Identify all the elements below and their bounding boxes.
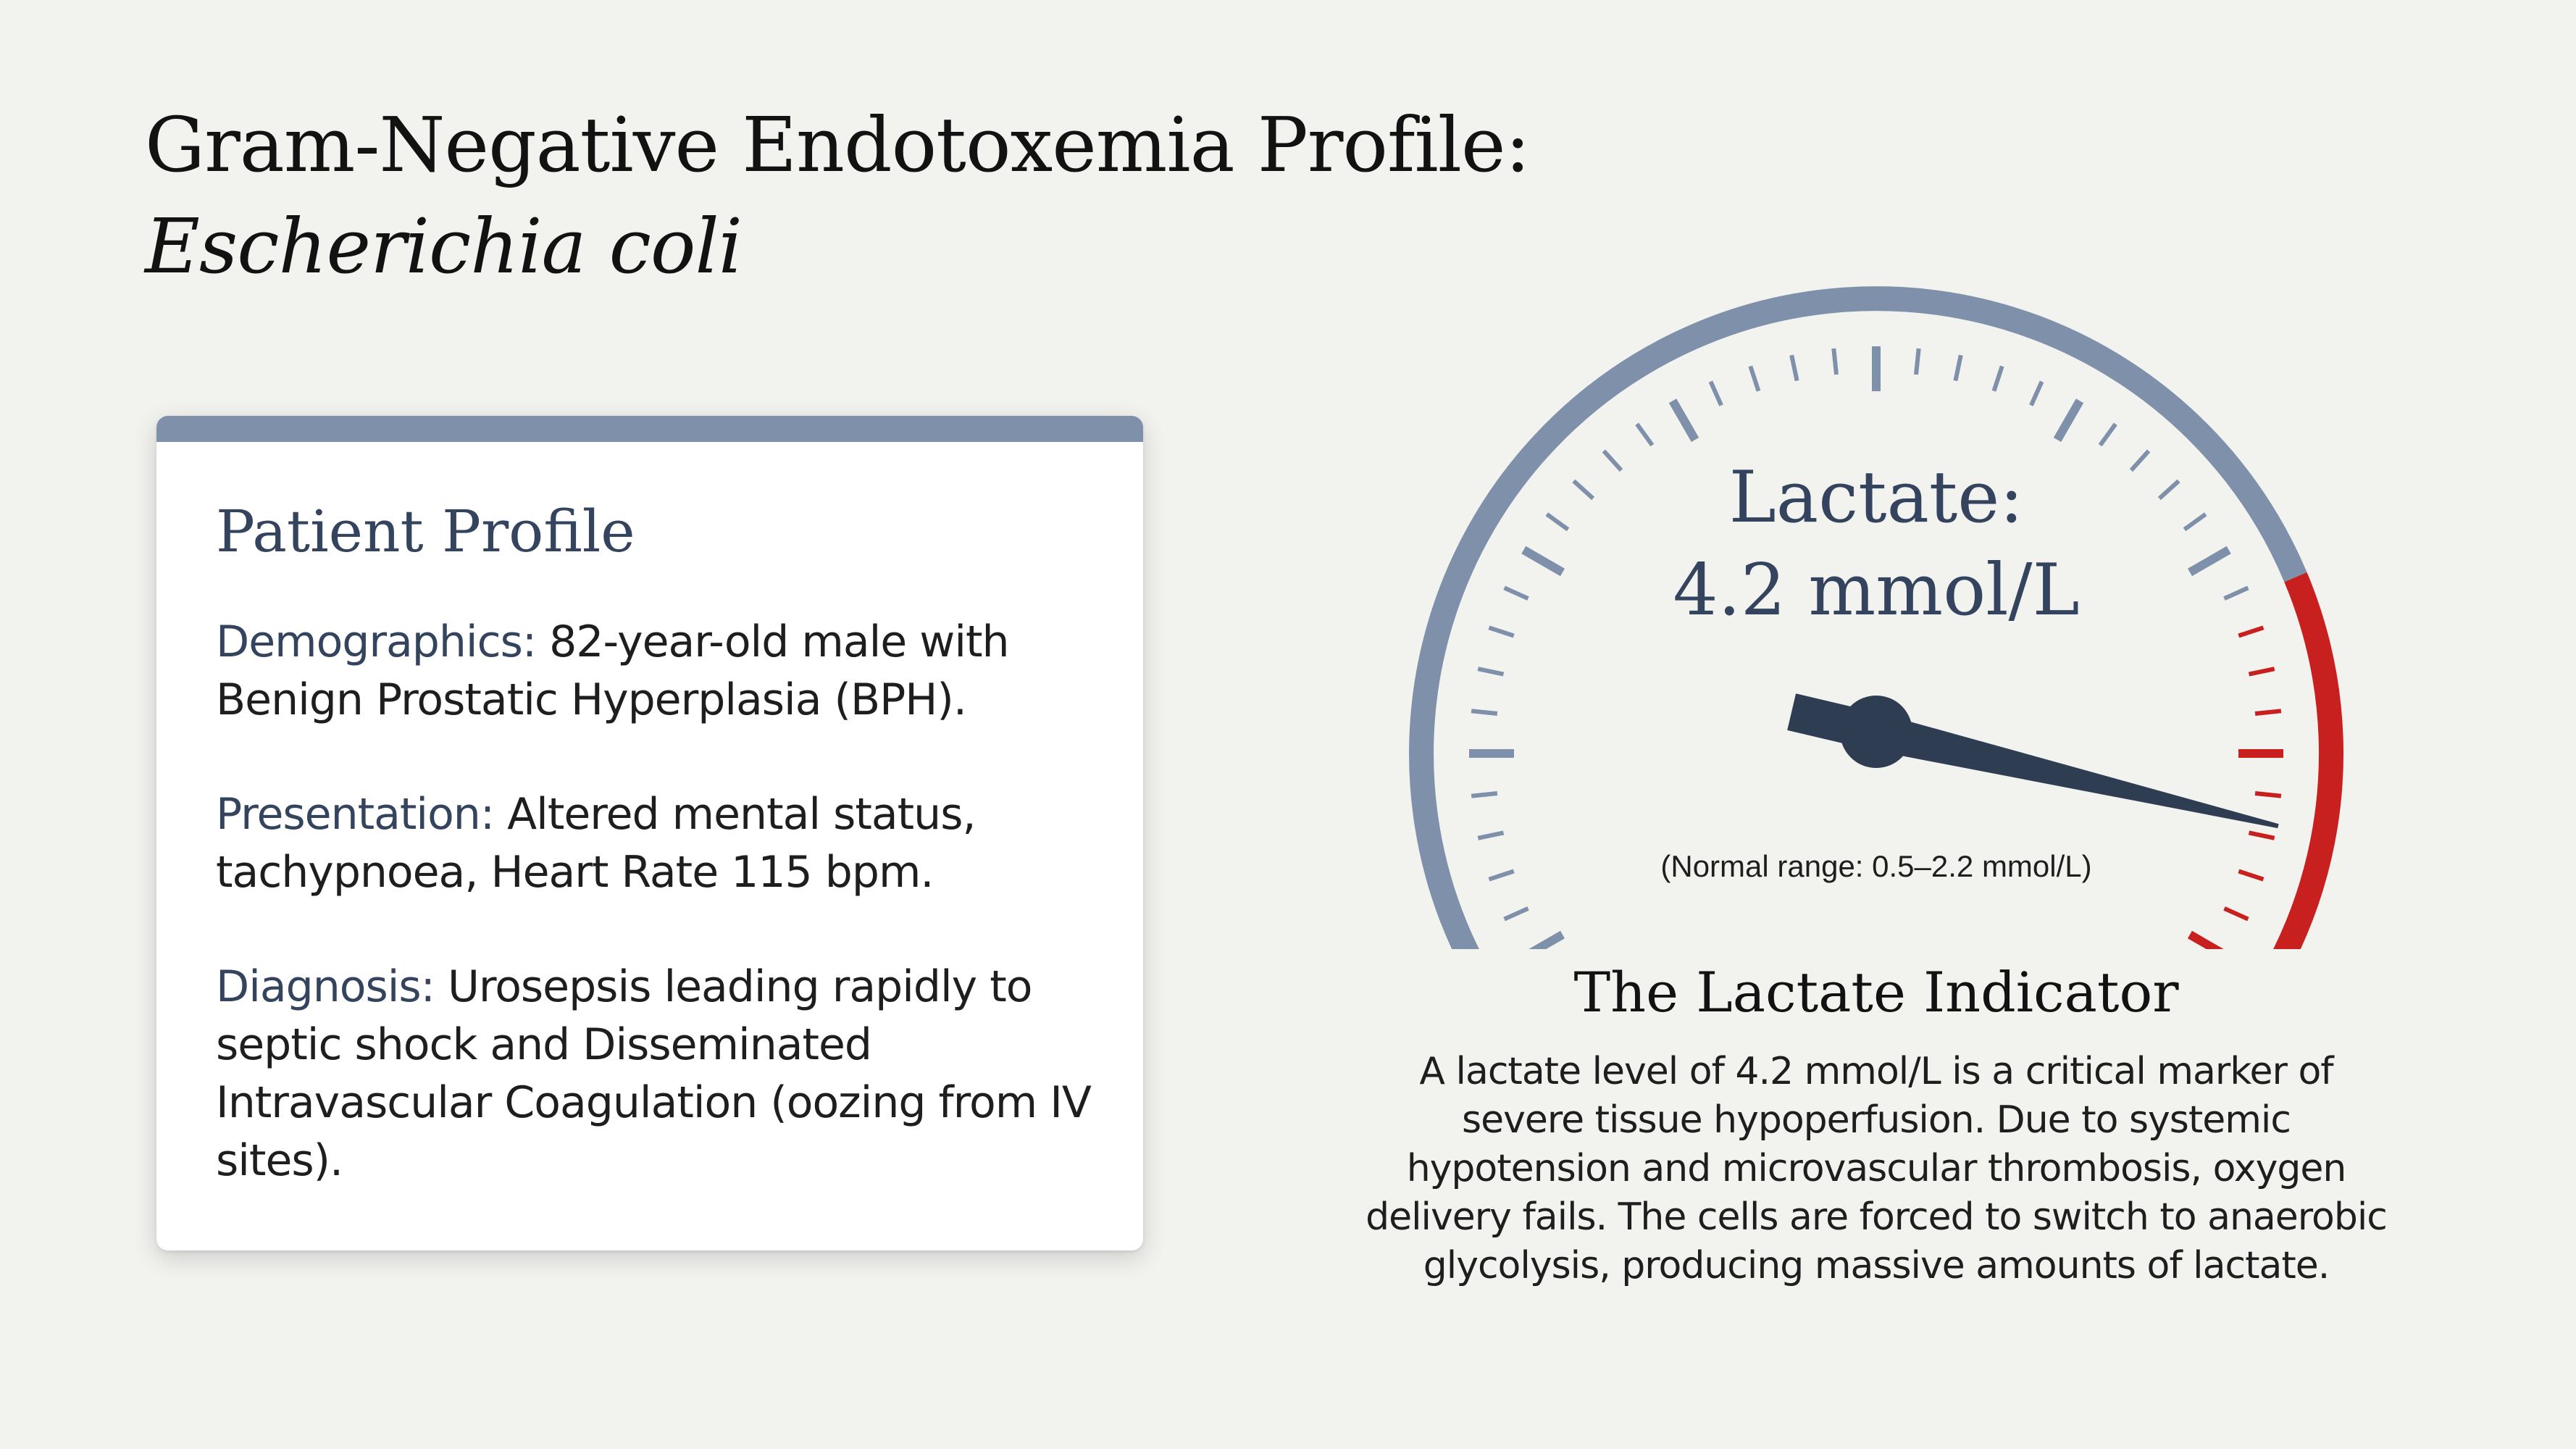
gauge-minor-tick: [1478, 669, 1503, 674]
gauge-major-tick: [1523, 550, 1563, 572]
card-accent-bar: [156, 416, 1143, 442]
demographics-paragraph: [216, 613, 1107, 729]
gauge-minor-tick: [2238, 627, 2263, 635]
gauge-minor-tick: [1505, 909, 1529, 919]
gauge-minor-tick: [1573, 481, 1593, 498]
gauge-major-tick: [2190, 550, 2229, 572]
gauge-minor-tick: [2031, 382, 2042, 406]
gauge-minor-tick: [2255, 711, 2281, 714]
page-title-organism: Escherichia coli: [145, 202, 742, 291]
gauge-minor-tick: [1489, 872, 1514, 880]
gauge-minor-tick: [2159, 481, 2179, 498]
gauge-minor-tick: [2225, 588, 2249, 598]
gauge-minor-tick: [2255, 793, 2281, 796]
gauge-arc-critical: [2270, 577, 2331, 949]
patient-profile-card: [156, 416, 1143, 1250]
gauge-minor-tick: [1547, 514, 1568, 530]
gauge-minor-tick: [1833, 348, 1836, 375]
gauge-minor-tick: [2185, 514, 2206, 530]
lactate-indicator-description: A lactate level of 4.2 mmol/L is a critical marker of severe tissue hypoperfusion. Due to systemic hypotension and microvascular thrombosis, oxygen delivery fails. The cells are forced to switch to anaerobic glycolysis, producing massive amounts of lactate.: [1366, 1050, 2387, 1287]
gauge-label-title: Lactate:: [1728, 456, 2024, 539]
gauge-needle-hub: [1840, 696, 1912, 768]
gauge-label-value: 4.2 mmol/L: [1673, 549, 2080, 632]
patient-profile-body: [216, 613, 1107, 1246]
gauge-minor-tick: [1955, 355, 1960, 380]
patient-profile-heading: Patient Profile: [216, 498, 635, 565]
gauge-major-tick: [1523, 935, 1563, 949]
presentation-paragraph: [216, 785, 1107, 901]
gauge-major-tick: [2057, 401, 2080, 440]
lactate-gauge: [1362, 181, 2391, 949]
gauge-normal-range: (Normal range: 0.5–2.2 mmol/L): [1660, 849, 2092, 883]
diagnosis-paragraph: [216, 958, 1107, 1190]
gauge-minor-tick: [2249, 832, 2275, 838]
gauge-minor-tick: [2131, 451, 2149, 470]
gauge-major-tick: [1673, 401, 1695, 440]
presentation-text: Altered mental status, tachypnoea, Heart Rate 115 bpm.: [216, 789, 976, 898]
gauge-minor-tick: [1604, 451, 1621, 470]
gauge-minor-tick: [1710, 382, 1721, 406]
gauge-minor-tick: [1916, 348, 1919, 375]
gauge-minor-tick: [1471, 711, 1497, 714]
demographics-text: 82-year-old male with Benign Prostatic Hyperplasia (BPH).: [216, 617, 1009, 725]
page-title: [145, 94, 1530, 297]
gauge-minor-tick: [2238, 872, 2263, 880]
page-title-line-1: Gram-Negative Endotoxemia Profile:: [145, 101, 1530, 189]
diagnosis-label: Diagnosis:: [216, 961, 435, 1012]
gauge-minor-tick: [1471, 793, 1497, 796]
lactate-indicator-title: The Lactate Indicator: [1573, 960, 2179, 1024]
gauge-minor-tick: [1994, 367, 2002, 391]
gauge-minor-tick: [1478, 832, 1503, 838]
gauge-minor-tick: [1637, 424, 1652, 445]
gauge-minor-tick: [1750, 367, 1758, 391]
gauge-minor-tick: [2100, 424, 2115, 445]
gauge-minor-tick: [2249, 669, 2275, 674]
diagnosis-text: Urosepsis leading rapidly to septic shock and Disseminated Intravascular Coagulation (oozing from IV sites).: [216, 961, 1091, 1186]
presentation-label: Presentation:: [216, 789, 495, 840]
gauge-minor-tick: [1489, 627, 1514, 635]
gauge-major-tick: [2190, 935, 2229, 949]
gauge-minor-tick: [2225, 909, 2249, 919]
demographics-label: Demographics:: [216, 617, 537, 667]
gauge-minor-tick: [1791, 355, 1797, 380]
gauge-minor-tick: [1505, 588, 1529, 598]
